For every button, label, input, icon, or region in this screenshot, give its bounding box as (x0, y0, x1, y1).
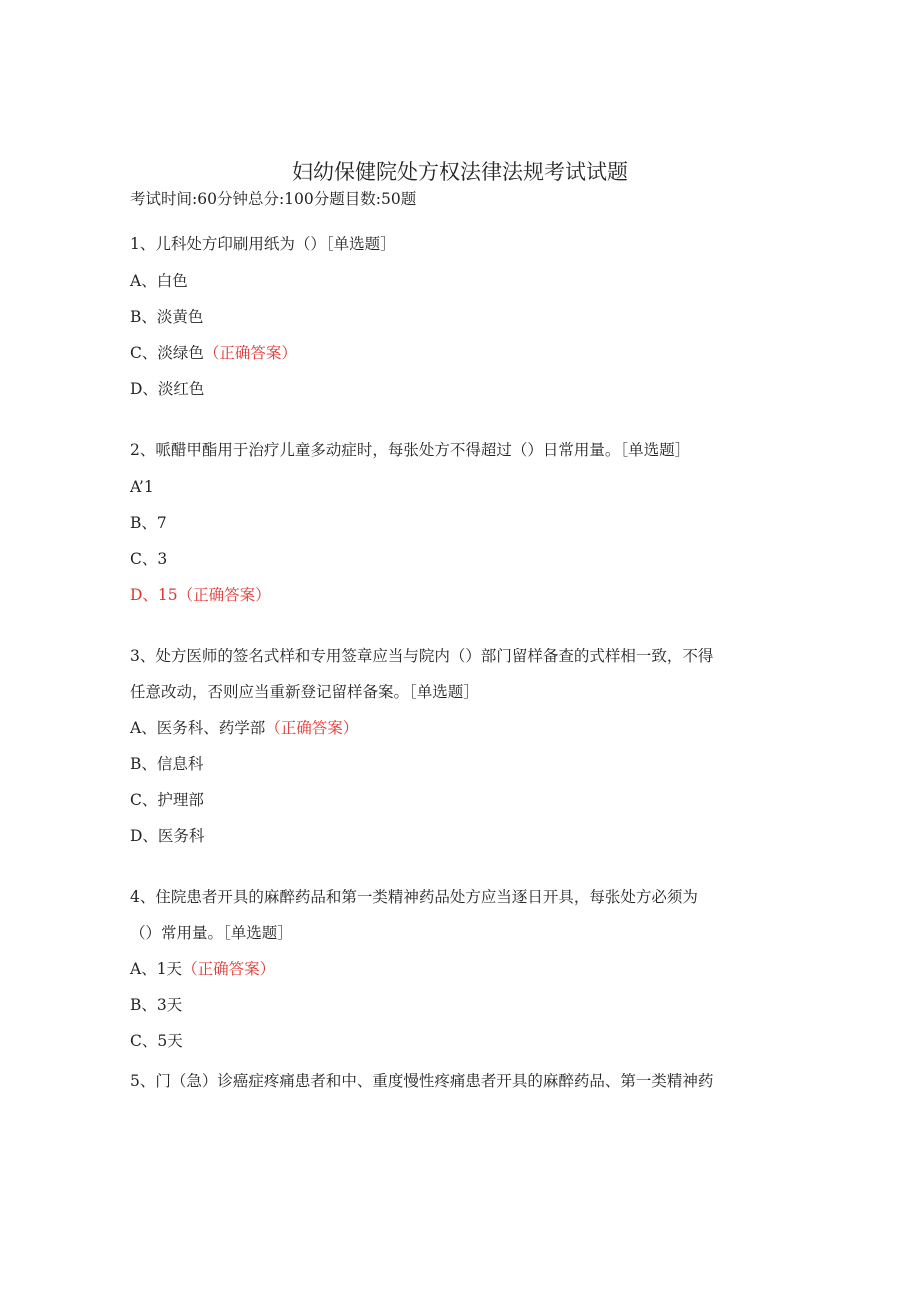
question-3-option-c: C、护理部 (130, 791, 204, 809)
question-1-option-a: A、白色 (130, 272, 188, 290)
question-4-option-b: B、3天 (130, 996, 183, 1014)
question-1-text: 1、儿科处方印刷用纸为（）［单选题］ (130, 235, 396, 253)
question-3-option-d: D、医务科 (130, 827, 205, 845)
correct-answer-mark: （正确答案） (265, 719, 359, 737)
exam-meta: 考试时间:60分钟总分:100分题目数:50题 (130, 190, 417, 208)
question-2-text: 2、哌醋甲酯用于治疗儿童多动症时，每张处方不得超过（）日常用量。［单选题］ (130, 441, 691, 459)
question-3-option-a: A、医务科、药学部（正确答案） (130, 719, 359, 737)
question-5-text: 5、门（急）诊癌症疼痛患者和中、重度慢性疼痛患者开具的麻醉药品、第一类精神药 (130, 1072, 714, 1090)
question-1-option-b: B、淡黄色 (130, 308, 204, 326)
correct-answer-mark: （正确答案） (177, 586, 271, 604)
question-1-option-c: C、淡绿色（正确答案） (130, 344, 297, 362)
question-4-text-line-2: （）常用量。［单选题］ (130, 924, 293, 942)
correct-answer-mark: （正确答案） (203, 344, 297, 362)
question-4-option-a: A、1天（正确答案） (130, 960, 276, 978)
question-3-text-line-1: 3、处方医师的签名式样和专用签章应当与院内（）部门留样备查的式样相一致，不得 (130, 647, 714, 665)
question-3-option-b: B、信息科 (130, 755, 204, 773)
question-3-text-line-2: 任意改动，否则应当重新登记留样备案。［单选题］ (130, 683, 479, 701)
page-title: 妇幼保健院处方权法律法规考试试题 (292, 160, 628, 184)
question-2-option-a: A’1 (130, 478, 154, 496)
question-1-option-d: D、淡红色 (130, 380, 205, 398)
question-2-option-b: B、7 (130, 514, 167, 532)
question-4-text-line-1: 4、住院患者开具的麻醉药品和第一类精神药品处方应当逐日开具，每张处方必须为 (130, 888, 698, 906)
correct-answer-mark: （正确答案） (182, 960, 276, 978)
question-2-option-c: C、3 (130, 550, 168, 568)
question-2-option-d: D、15（正确答案） (130, 586, 271, 604)
question-4-option-c: C、5天 (130, 1032, 183, 1050)
